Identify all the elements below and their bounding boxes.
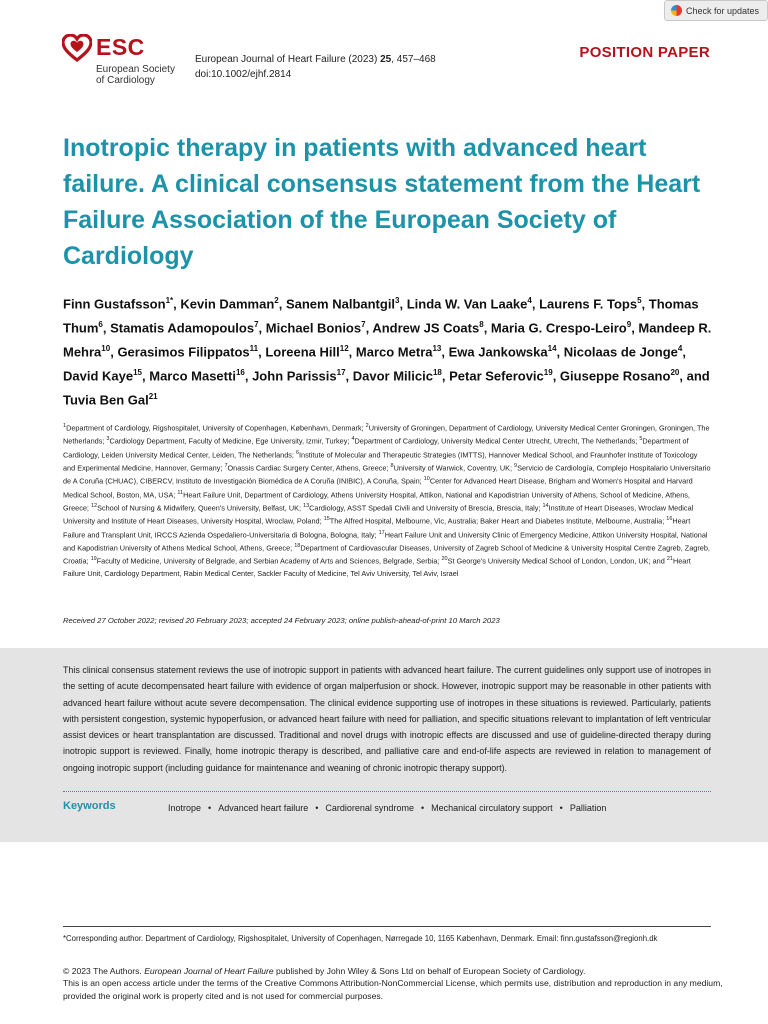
author-affiliation-marker: 7 [361, 319, 366, 329]
author-name: Mandeep R. Mehra [63, 320, 712, 360]
author-affiliation-marker: 14 [547, 343, 557, 353]
author-affiliation-marker: 8 [479, 319, 484, 329]
check-for-updates-label: Check for updates [686, 5, 760, 16]
author-affiliation-marker: 12 [339, 343, 349, 353]
logo-acronym: ESC [96, 34, 145, 60]
affiliation-number: 15 [323, 516, 330, 523]
journal-citation: European Journal of Heart Failure (2023) 25, 457–468 doi:10.1002/ejhf.2814 [195, 54, 436, 80]
crossmark-icon [671, 5, 682, 16]
author-affiliation-marker: 20 [670, 367, 680, 377]
author-affiliation-marker: 17 [336, 367, 346, 377]
affiliations [63, 421, 711, 580]
author-name: Gerasimos Filippatos [117, 344, 250, 360]
esc-logo [62, 34, 202, 94]
corresponding-author: *Corresponding author. Department of Cardiology, Rigshospitalet, University of Copenhagen, Nørregade 10, 1165 København, Denmark. Email: finn.gustafsson@regionh.dk [63, 934, 658, 943]
author-affiliation-marker: 7 [254, 319, 259, 329]
affiliation-text: Cardiology, ASST Spedali Civili and University of Brescia, Brescia, Italy; [309, 503, 543, 513]
author-name: Ewa Jankowska [448, 344, 548, 360]
affiliation-number: 19 [90, 556, 97, 563]
check-for-updates-button[interactable] [664, 0, 768, 21]
affiliation-number: 13 [303, 502, 310, 509]
logo-subtitle: European Society of Cardiology [96, 64, 175, 86]
author-name: Thomas Thum [63, 296, 699, 336]
affiliation-number: 1 [63, 423, 67, 429]
affiliation-text: Center for Advanced Heart Disease, Brigham and Women's Hospital and Harvard Medical School, Boston, MA, USA; [63, 476, 693, 500]
affiliation-text: Heart Failure and Transplant Unit, IRCCS Azienda Ospedaliero-Universitaria di Bologna, Bologna, Italy; [63, 516, 691, 540]
affiliation-text: School of Nursing & Midwifery, Queen's University, Belfast, UK; [97, 503, 304, 513]
keyword-separator: • [315, 803, 319, 813]
affiliation-number: 21 [666, 556, 673, 563]
affiliation-text: Onassis Cardiac Surgery Center, Athens, Greece; [227, 463, 391, 473]
author-affiliation-marker: 6 [98, 319, 103, 329]
keywords-label: Keywords [63, 800, 116, 812]
affiliation-number: 11 [177, 489, 184, 496]
keyword-item[interactable]: Advanced heart failure [218, 803, 309, 813]
author-affiliation-marker: 5 [637, 296, 642, 305]
footnote-rule [63, 926, 711, 927]
author-name: Petar Seferovic [449, 368, 544, 384]
author-name: John Parissis [252, 368, 337, 384]
keyword-item[interactable]: Mechanical circulatory support [431, 803, 553, 813]
author-name: David Kaye [63, 368, 134, 384]
affiliation-number: 10 [423, 476, 430, 483]
author-name: Stamatis Adamopoulos [110, 320, 255, 336]
affiliation-number: 12 [90, 502, 98, 509]
license-text: This is an open access article under the terms of the Creative Commons Attribution-NonCommercial License, which permits use, distribution and reproduction in any medium, provided the original work is properly cited and is not used for commercial purposes. [63, 978, 723, 1001]
affiliation-number: 16 [666, 516, 673, 523]
author-name: Andrew JS Coats [372, 320, 480, 336]
affiliation-text: Heart Failure Unit, Cardiology Department, Rabin Medical Center, Sackler Faculty of Medicine, Tel Aviv University, Tel Aviv, Israel [63, 556, 691, 578]
author-affiliation-marker: 9 [626, 319, 632, 329]
keyword-separator: • [420, 803, 425, 813]
author-name: Nicolaas de Jonge [563, 344, 678, 360]
affiliation-text: Institute of Molecular and Therapeutic Strategies (IMTTS), Hannover Medical School, and Fraunhofer Institute of Toxicology and Experimental Medicine, Hannover, Germany; [63, 450, 698, 473]
affiliation-number: 5 [639, 436, 643, 443]
article-dates: Received 27 October 2022; revised 20 February 2023; accepted 24 February 2023; online publish-ahead-of-print 10 March 2023 [63, 616, 500, 625]
author-name: Tuvia Ben Gal [63, 392, 149, 408]
abstract-text: This clinical consensus statement reviews the use of inotropic support in patients with advanced heart failure. The current guidelines only support use of inotropes in the setting of acute decompensated heart failure with evidence of organ malperfusion or shock. However, inotropic support may be reasonable in other patients with advanced heart failure without acute severe decompensation. The clinical evidence supporting use of inotropes in these situations is reviewed. Particularly, patients with persistent congestion, systemic hypoperfusion, or advanced heart failure with need for palliation, and specific situations relevant to implantation of left ventricular assist devices or heart transplantation are discussed. Traditional and novel drugs with inotropic effects are discussed and use of guideline-directed therapy during inotropic support is reviewed. Finally, home inotropic therapy is described, and palliative care and end-of-life aspects are reviewed in relation to management of ongoing inotropic support (including guidance for maintenance and weaning of chronic inotropic therapy support). [63, 665, 711, 773]
author-name: Giuseppe Rosano [559, 368, 671, 384]
affiliation-number: 4 [351, 436, 355, 443]
author-affiliation-marker: 21 [148, 391, 158, 401]
affiliation-text: University of Groningen, Department of Cardiology, University Medical Center Groningen, Groningen, The Netherlands; [63, 423, 710, 446]
affiliation-number: 18 [294, 542, 301, 549]
affiliation-text: Department of Cardiovascular Diseases, University of Zagreb School of Medicine & University Hospital Centre Zagreb, Zagreb, Croatia; [63, 543, 710, 566]
affiliation-number: 8 [390, 462, 394, 469]
heart-logo-icon [62, 34, 92, 62]
author-name: Maria G. Crespo-Leiro [490, 320, 627, 336]
author-name: Finn Gustafsson [63, 296, 166, 312]
keyword-item[interactable]: Cardiorenal syndrome [325, 803, 414, 813]
affiliation-text: University of Warwick, Coventry, UK; [393, 463, 515, 473]
author-name: Marco Metra [355, 344, 433, 360]
author-name: Davor Milicic [352, 368, 433, 384]
author-affiliation-marker: 1* [165, 296, 174, 305]
author-name: Marco Masetti [149, 368, 236, 384]
author-affiliation-marker: 13 [432, 343, 442, 353]
affiliation-text: The Alfred Hospital, Melbourne, Vic, Australia; Baker Heart and Diabetes Institute, Melbourne, Australia; [329, 516, 667, 526]
affiliation-number: 6 [295, 449, 300, 456]
author-affiliation-marker: 3 [395, 296, 400, 305]
affiliation-text: Faculty of Medicine, University of Belgrade, and Serbian Academy of Arts and Sciences, Belgrade, Serbia; [96, 556, 442, 566]
affiliation-text: Department of Cardiology, Rigshospitalet, University of Copenhagen, København, Denmark; [66, 423, 366, 433]
author-affiliation-marker: 18 [432, 367, 442, 377]
author-list: Finn Gustafsson$^{1*}$, Kevin Damman$^2$, Sanem Nalbantgil$^3$, Linda W. Van Laake$^4$, Laurens F. Tops$^5$, Thomas Thum$^6$, Stamatis Adamopoulos$^7$, Michael Bonios$^7$, Andrew JS Coats$^8$, Maria G. Crespo-Leiro$^9$, Mandeep R. Mehra$^{10}$, Gerasimos Filippatos$^{11}$, Loreena Hill$^{12}$, Marco Metra$^{13}$, Ewa Jankowska$^{14}$, Nicolaas de Jonge$^4$, David Kaye$^{15}$, Marco Masetti$^{16}$, John Parissis$^{17}$, Davor Milicic$^{18}$, Petar Seferovic$^{19}$, Giuseppe Rosano$^{20}$, and Tuvia Ben Gal$^{21}$ [63, 296, 712, 408]
affiliation-text: Heart Failure Unit and University Clinic of Emergency Medicine, Attikon University Hospital, National and Kapodistrian University of Athens Medical School, Athens, Greece; [63, 530, 708, 553]
keywords-list [168, 800, 688, 816]
affiliation-number: 2 [365, 423, 369, 429]
author-affiliation-marker: 2 [274, 296, 279, 305]
author-name: Sanem Nalbantgil [285, 296, 396, 312]
affiliation-text: Heart Failure Unit, Department of Cardiology, Athens University Hospital, Attikon, National and Kapodistrian University of Athens, School of Medicine, Athens, Greece; [63, 490, 690, 513]
keyword-item[interactable]: Inotrope [168, 803, 202, 813]
author-affiliation-marker: 19 [543, 367, 553, 377]
affiliation-number: 14 [542, 502, 549, 509]
affiliation-text: Department of Cardiology, Leiden University Medical Center, Leiden, The Netherlands; [63, 436, 689, 460]
author-affiliation-marker: 4 [677, 343, 683, 353]
affiliation-text: Servicio de Cardiología, Complejo Hospitalario Universitario de A Coruña (CHUAC), CIBERCV, Instituto de Investigación Biomédica de A Coruña (INIBIC), A Coruña, Spain; [63, 463, 711, 486]
affiliation-text: Cardiology Department, Faculty of Medicine, Ege University, Izmir, Turkey; [109, 436, 352, 446]
copyright-notice: © 2023 The Authors. European Journal of Heart Failure published by John Wiley & Sons Ltd on behalf of European Society of Cardiology. This is an open access article under the terms of the Creative Commons Attribution-NonCommercial License, which permits use, distribution and reproduction in any medium, provided the original work is properly cited and is not used for commercial purposes. [63, 966, 723, 1001]
abstract-section [0, 648, 768, 842]
affiliation-text: Department of Cardiology, University Medical Center Utrecht, Utrecht, The Netherlands; [354, 436, 640, 446]
keyword-separator: • [208, 803, 212, 813]
affiliation-text: Institute of Heart Diseases, Wroclaw Medical University and Institute of Heart Diseases, University Hospital, Wroclaw, Poland; [63, 503, 694, 526]
author-affiliation-marker: 15 [133, 367, 142, 377]
author-name: Laurens F. Tops [539, 296, 638, 312]
keyword-divider [63, 791, 711, 792]
author-affiliation-marker: 4 [527, 296, 532, 305]
doi-link[interactable]: doi:10.1002/ejhf.2814 [195, 69, 292, 80]
affiliation-text: St George's University Medical School of London, London, UK; and [447, 556, 667, 566]
author-name: Michael Bonios [265, 320, 362, 336]
author-name: Loreena Hill [265, 344, 340, 360]
article-type: POSITION PAPER [579, 44, 710, 61]
affiliation-number: 7 [224, 462, 228, 469]
affiliation-number: 9 [514, 462, 518, 469]
author-name: Linda W. Van Laake [406, 296, 528, 312]
author-affiliation-marker: 11 [249, 343, 259, 353]
affiliation-number: 3 [106, 436, 110, 443]
article-title: Inotropic therapy in patients with advanced heart failure. A clinical consensus statement from the Heart Failure Association of the European Society of Cardiology [63, 134, 701, 270]
affiliation-number: 17 [378, 529, 385, 536]
author-affiliation-marker: 10 [101, 343, 111, 353]
author-affiliation-marker: 16 [235, 367, 245, 377]
affiliation-number: 20 [441, 556, 448, 563]
keyword-item[interactable]: Palliation [569, 803, 607, 813]
author-name: Kevin Damman [180, 296, 275, 312]
keyword-separator: • [559, 803, 563, 813]
